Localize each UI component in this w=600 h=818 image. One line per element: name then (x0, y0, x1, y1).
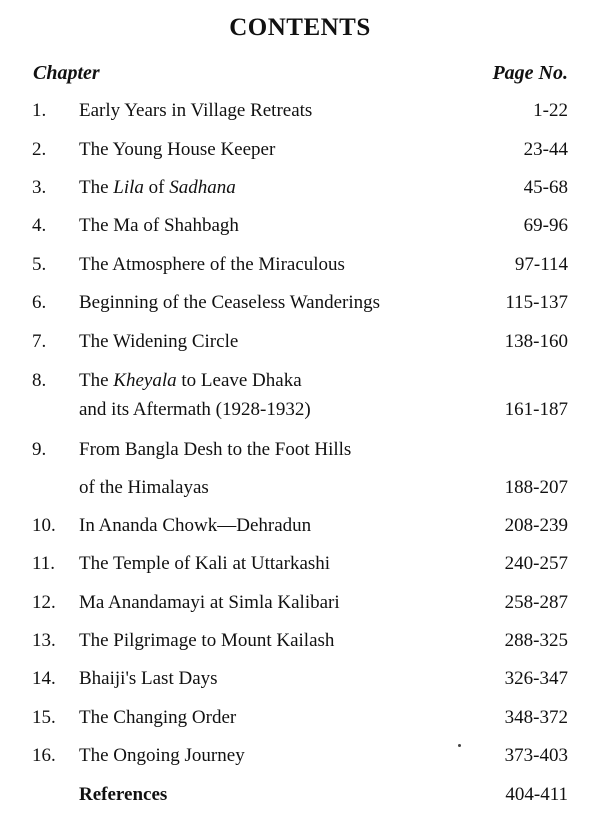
entry-pages: 69-96 (523, 215, 568, 236)
entry-number: 11. (32, 553, 56, 574)
italic-term: Kheyala (113, 370, 177, 391)
entry-title: Ma Anandamayi at Simla Kalibari (79, 592, 340, 613)
entry-pages: 208-239 (504, 515, 568, 536)
entry-title: From Bangla Desh to the Foot Hills (79, 439, 352, 460)
entry-number: 15. (32, 707, 56, 728)
entry-number: 8. (32, 370, 47, 391)
page-number-column-header: Page No. (492, 62, 568, 84)
entry-pages: 373-403 (504, 745, 568, 766)
contents-title: CONTENTS (229, 14, 371, 41)
entry-title: The Widening Circle (79, 331, 239, 352)
entry-title: The Kheyala to Leave Dhaka (79, 370, 302, 391)
entry-title: The Young House Keeper (79, 139, 276, 160)
entry-number: 3. (32, 177, 47, 198)
entry-title: The Ongoing Journey (79, 745, 245, 766)
entry-title: Beginning of the Ceaseless Wanderings (79, 292, 381, 313)
entry-pages: 258-287 (504, 592, 568, 613)
entry-title: In Ananda Chowk—Dehradun (79, 515, 312, 536)
entry-pages: 1-22 (533, 100, 568, 121)
entry-pages: 326-347 (504, 668, 568, 689)
entry-title: The Pilgrimage to Mount Kailash (79, 630, 335, 651)
entry-title: Early Years in Village Retreats (79, 100, 313, 121)
entry-pages: 240-257 (504, 553, 568, 574)
entry-title: The Ma of Shahbagh (79, 215, 239, 236)
entry-title: Bhaiji's Last Days (79, 668, 218, 689)
entry-pages: 23-44 (523, 139, 568, 160)
entry-pages: 404-411 (505, 784, 568, 805)
italic-term: Lila (113, 177, 144, 198)
entry-number: 7. (32, 331, 47, 352)
entry-number: 12. (32, 592, 56, 613)
chapter-column-header: Chapter (33, 62, 100, 84)
entry-number: 9. (32, 439, 47, 460)
entry-number: 1. (32, 100, 47, 121)
entry-number: 16. (32, 745, 56, 766)
print-speck (458, 744, 461, 747)
entry-pages: 161-187 (504, 399, 568, 420)
entry-title: References (79, 784, 168, 805)
entry-title: The Changing Order (79, 707, 237, 728)
entry-title: The Lila of Sadhana (79, 177, 236, 198)
entry-pages: 45-68 (523, 177, 568, 198)
entry-number: 13. (32, 630, 56, 651)
entry-pages: 115-137 (505, 292, 568, 313)
entry-title: The Atmosphere of the Miraculous (79, 254, 345, 275)
entry-title-line2: and its Aftermath (1928-1932) (79, 399, 311, 420)
entry-pages: 188-207 (504, 477, 568, 498)
entry-title-line2: of the Himalayas (79, 477, 209, 498)
italic-term: Sadhana (169, 177, 236, 198)
entry-number: 14. (32, 668, 56, 689)
entry-number: 6. (32, 292, 47, 313)
entry-number: 5. (32, 254, 47, 275)
entry-pages: 288-325 (504, 630, 568, 651)
entry-number: 2. (32, 139, 47, 160)
entry-pages: 138-160 (504, 331, 568, 352)
entry-pages: 97-114 (514, 254, 568, 275)
entry-number: 10. (32, 515, 56, 536)
entry-title: The Temple of Kali at Uttarkashi (79, 553, 331, 574)
entry-pages: 348-372 (504, 707, 568, 728)
entry-number: 4. (32, 215, 47, 236)
